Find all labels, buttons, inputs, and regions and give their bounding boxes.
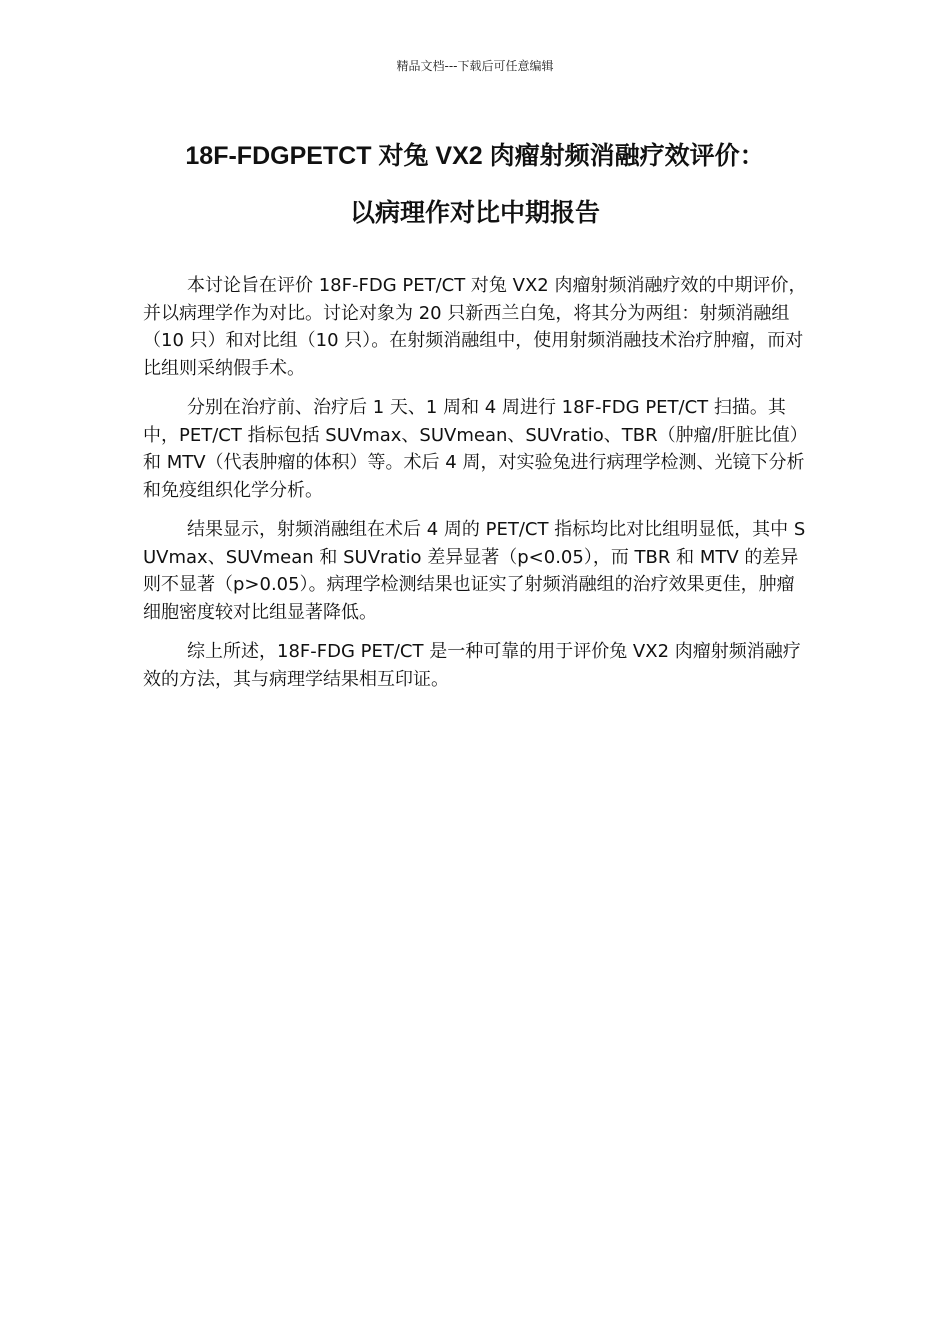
document-title-line-2: 以病理作对比中期报告 bbox=[349, 199, 600, 227]
document-body bbox=[143, 272, 809, 705]
paragraph-conclusion: 综上所述，18F-FDG PET/CT 是一种可靠的用于评价兔 VX2 肉瘤射频消融疗效的方法，其与病理学结果相互印证。 bbox=[143, 641, 801, 690]
document-title-line-1: 18F-FDGPETCT 对兔 VX2 肉瘤射频消融疗效评价： bbox=[185, 142, 765, 170]
paragraph-methods: 分别在治疗前、治疗后 1 天、1 周和 4 周进行 18F-FDG PET/CT 扫描。其中，PET/CT 指标包括 SUVmax、SUVmean、SUVratio、TBR（肿瘤/肝脏比值）和 MTV（代表肿瘤的体积）等。术后 4 周，对实验兔进行病理学检测、光镜下分析和免疫组织化学分析。 bbox=[143, 397, 808, 501]
header-note: 精品文档---下载后可任意编辑 bbox=[396, 59, 554, 73]
paragraph-intro: 本讨论旨在评价 18F-FDG PET/CT 对兔 VX2 肉瘤射频消融疗效的中期评价，并以病理学作为对比。讨论对象为 20 只新西兰白兔，将其分为两组：射频消融组（10 只）和对比组（10 只）。在射频消融组中，使用射频消融技术治疗肿瘤，而对比组则采纳假手术。 bbox=[143, 275, 807, 379]
paragraph-results: 结果显示，射频消融组在术后 4 周的 PET/CT 指标均比对比组明显低，其中 SUVmax、SUVmean 和 SUVratio 差异显著（p<0.05），而 TBR 和 MTV 的差异则不显著（p>0.05）。病理学检测结果也证实了射频消融组的治疗效果更佳，肿瘤细胞密度较对比组显著降低。 bbox=[143, 519, 806, 623]
